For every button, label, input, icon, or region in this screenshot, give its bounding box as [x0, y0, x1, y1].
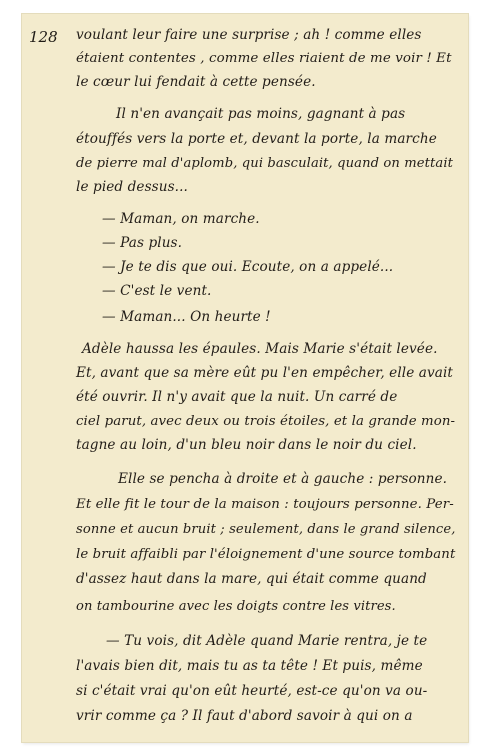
text-line-2: étaient contentes , comme elles riaient de me voir ! Et	[76, 51, 452, 66]
text-line-9: — Pas plus.	[102, 235, 183, 251]
text-line-5: étouffés vers la porte et, devant la porte, la marche	[76, 131, 437, 147]
text-line-22: d'assez haut dans la mare, qui était comme quand	[76, 571, 427, 587]
text-line-19: Et elle fit le tour de la maison : toujours personne. Per-	[76, 497, 454, 512]
text-line-16: ciel parut, avec deux ou trois étoiles, et la grande mon-	[76, 414, 456, 429]
text-line-24: — Tu vois, dit Adèle quand Marie rentra, je te	[106, 633, 428, 649]
text-line-11: — C'est le vent.	[102, 283, 212, 299]
text-line-21: le bruit affaibli par l'éloignement d'une source tombant	[76, 547, 456, 562]
text-line-26: si c'était vrai qu'on eût heurté, est-ce qu'on va ou-	[76, 683, 428, 699]
text-line-7: le pied dessus...	[76, 179, 188, 195]
text-line-12: — Maman... On heurte !	[102, 309, 271, 325]
text-line-3: le cœur lui fendait à cette pensée.	[76, 74, 316, 90]
text-line-14: Et, avant que sa mère eût pu l'en empêcher, elle avait	[76, 365, 453, 381]
text-line-20: sonne et aucun bruit ; seulement, dans le grand silence,	[76, 522, 456, 537]
page-number: 128	[29, 28, 58, 46]
text-line-17: tagne au loin, d'un bleu noir dans le noir du ciel.	[76, 437, 417, 453]
text-line-13: Adèle haussa les épaules. Mais Marie s'était levée.	[82, 341, 438, 357]
manuscript-page	[22, 14, 468, 742]
text-line-23: on tambourine avec les doigts contre les vitres.	[76, 599, 396, 614]
text-line-6: de pierre mal d'aplomb, qui basculait, quand on mettait	[76, 156, 453, 171]
text-line-1: voulant leur faire une surprise ; ah ! comme elles	[76, 27, 422, 43]
text-line-4: Il n'en avançait pas moins, gagnant à pas	[116, 106, 406, 122]
text-line-27: vrir comme ça ? Il faut d'abord savoir à qui on a	[76, 708, 413, 724]
text-line-18: Elle se pencha à droite et à gauche : personne.	[118, 471, 448, 487]
text-line-25: l'avais bien dit, mais tu as ta tête ! Et puis, même	[76, 658, 423, 674]
text-line-10: — Je te dis que oui. Ecoute, on a appelé...	[102, 259, 394, 275]
text-line-15: été ouvrir. Il n'y avait que la nuit. Un carré de	[76, 389, 398, 405]
text-line-8: — Maman, on marche.	[102, 211, 260, 227]
